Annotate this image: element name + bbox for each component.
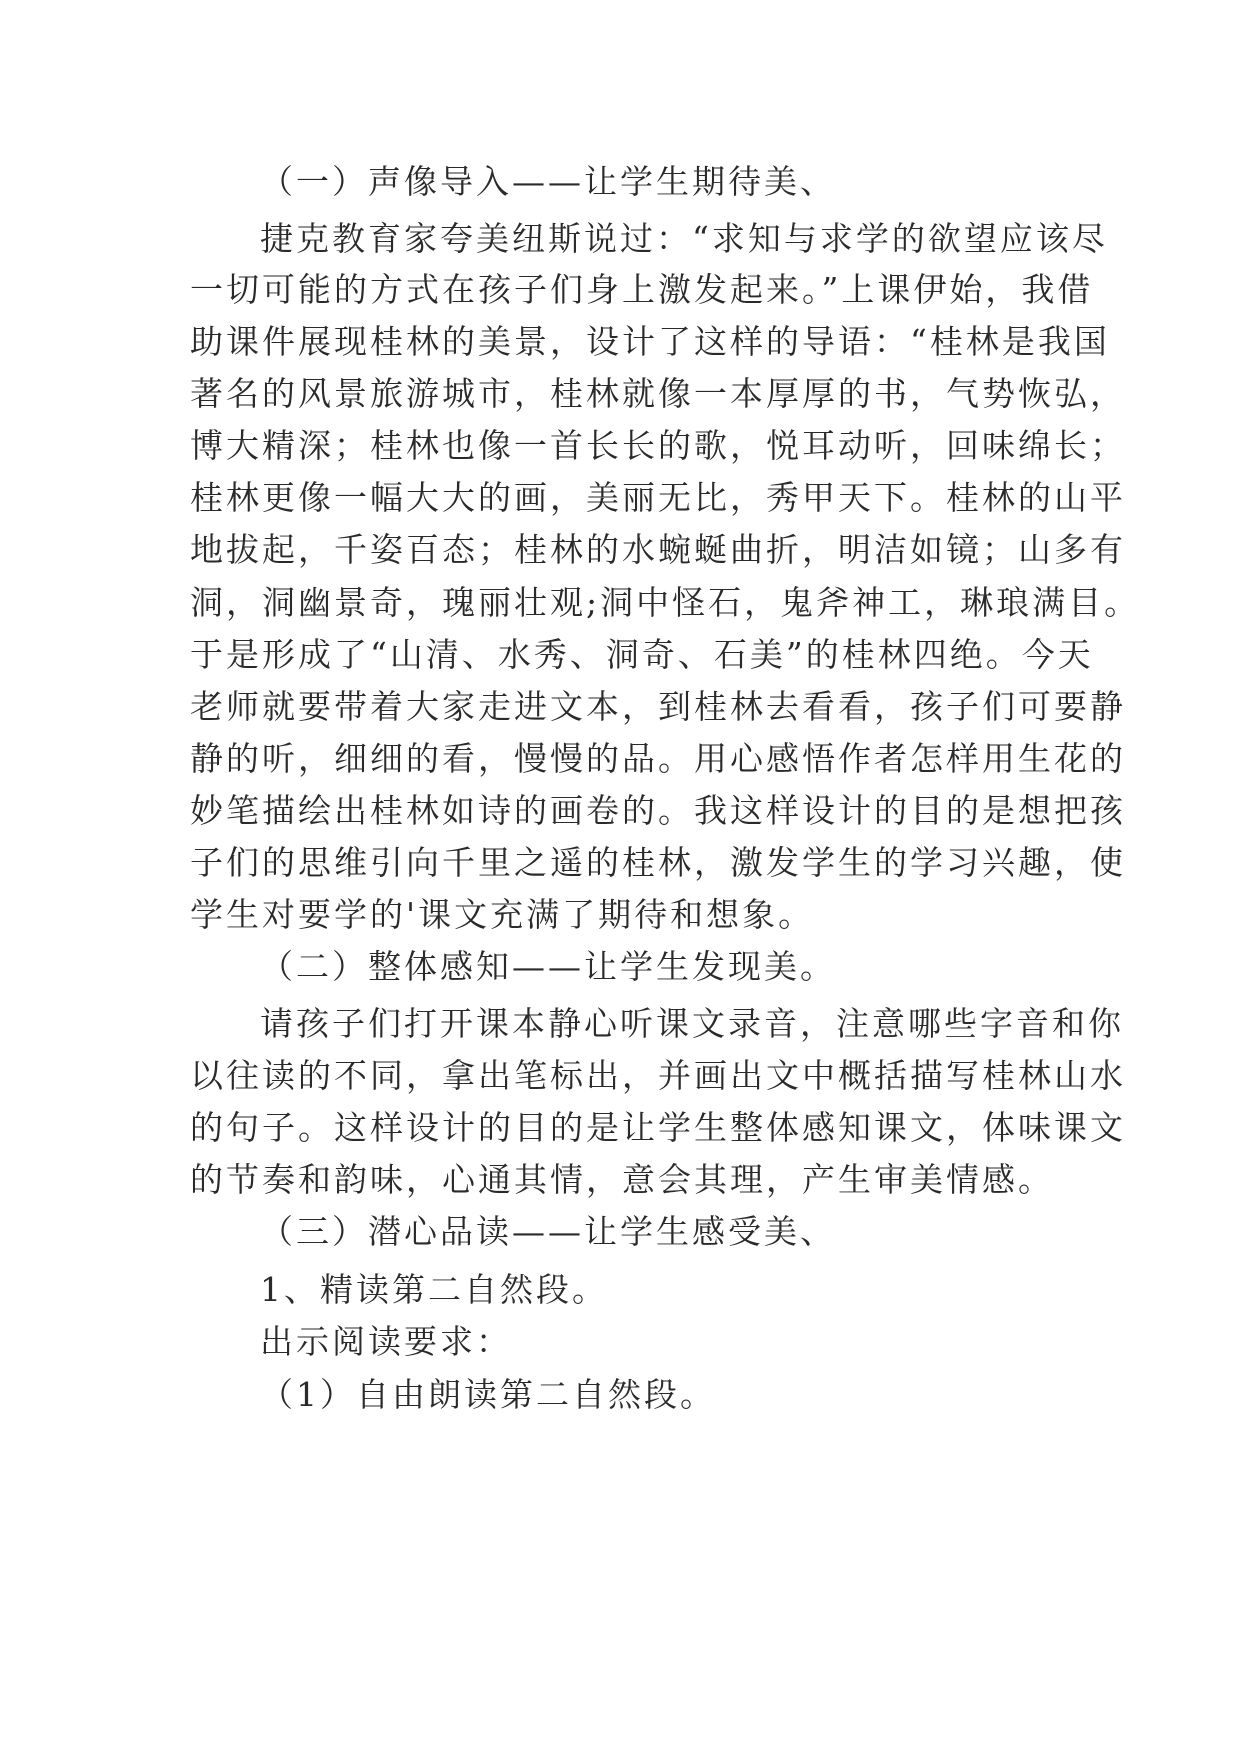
- paragraph-line: 出示阅读要求：: [260, 1322, 512, 1361]
- paragraph-line: 子们的思维引向千里之遥的桂林，激发学生的学习兴趣，使: [190, 843, 1126, 882]
- paragraph-line: 助课件展现桂林的美景，设计了这样的导语：“桂林是我国: [190, 322, 1110, 361]
- paragraph-line: 以往读的不同，拿出笔标出，并画出文中概括描写桂林山水: [190, 1056, 1126, 1095]
- paragraph-line: 老师就要带着大家走进文本，到桂林去看看，孩子们可要静: [190, 687, 1126, 726]
- section-heading-1: （一）声像导入——让学生期待美、: [260, 162, 836, 201]
- section-heading-3: （三）潜心品读——让学生感受美、: [260, 1212, 836, 1251]
- paragraph-line: 妙笔描绘出桂林如诗的画卷的。我这样设计的目的是想把孩: [190, 791, 1126, 830]
- paragraph-line: 一切可能的方式在孩子们身上激发起来。”上课伊始，我借: [190, 270, 1094, 309]
- paragraph-line: 静的听，细细的看，慢慢的品。用心感悟作者怎样用生花的: [190, 739, 1126, 778]
- paragraph-line: 著名的风景旅游城市，桂林就像一本厚厚的书，气势恢弘，: [190, 374, 1126, 413]
- paragraph-line: 的节奏和韵味，心通其情，意会其理，产生审美情感。: [190, 1160, 1054, 1199]
- paragraph-line: 请孩子们打开课本静心听课文录音，注意哪些字音和你: [260, 1004, 1124, 1043]
- paragraph-line: 地拔起，千姿百态；桂林的水蜿蜒曲折，明洁如镜；山多有: [190, 530, 1126, 569]
- paragraph-line: 的句子。这样设计的目的是让学生整体感知课文，体味课文: [190, 1108, 1126, 1147]
- paragraph-line: 洞，洞幽景奇，瑰丽壮观;洞中怪石，鬼斧神工，琳琅满目。: [190, 583, 1141, 622]
- subsection-heading: 1、精读第二自然段。: [260, 1270, 608, 1309]
- paragraph-line: 博大精深；桂林也像一首长长的歌，悦耳动听，回味绵长；: [190, 426, 1126, 465]
- section-heading-2: （二）整体感知——让学生发现美。: [260, 947, 836, 986]
- paragraph-line: 桂林更像一幅大大的画，美丽无比，秀甲天下。桂林的山平: [190, 478, 1126, 517]
- paragraph-line: 捷克教育家夸美纽斯说过：“求知与求学的欲望应该尽: [260, 219, 1108, 258]
- paragraph-line: 学生对要学的'课文充满了期待和想象。: [190, 895, 815, 934]
- list-item: （1）自由朗读第二自然段。: [260, 1375, 716, 1414]
- paragraph-line: 于是形成了“山清、水秀、洞奇、石美”的桂林四绝。今天: [190, 635, 1094, 674]
